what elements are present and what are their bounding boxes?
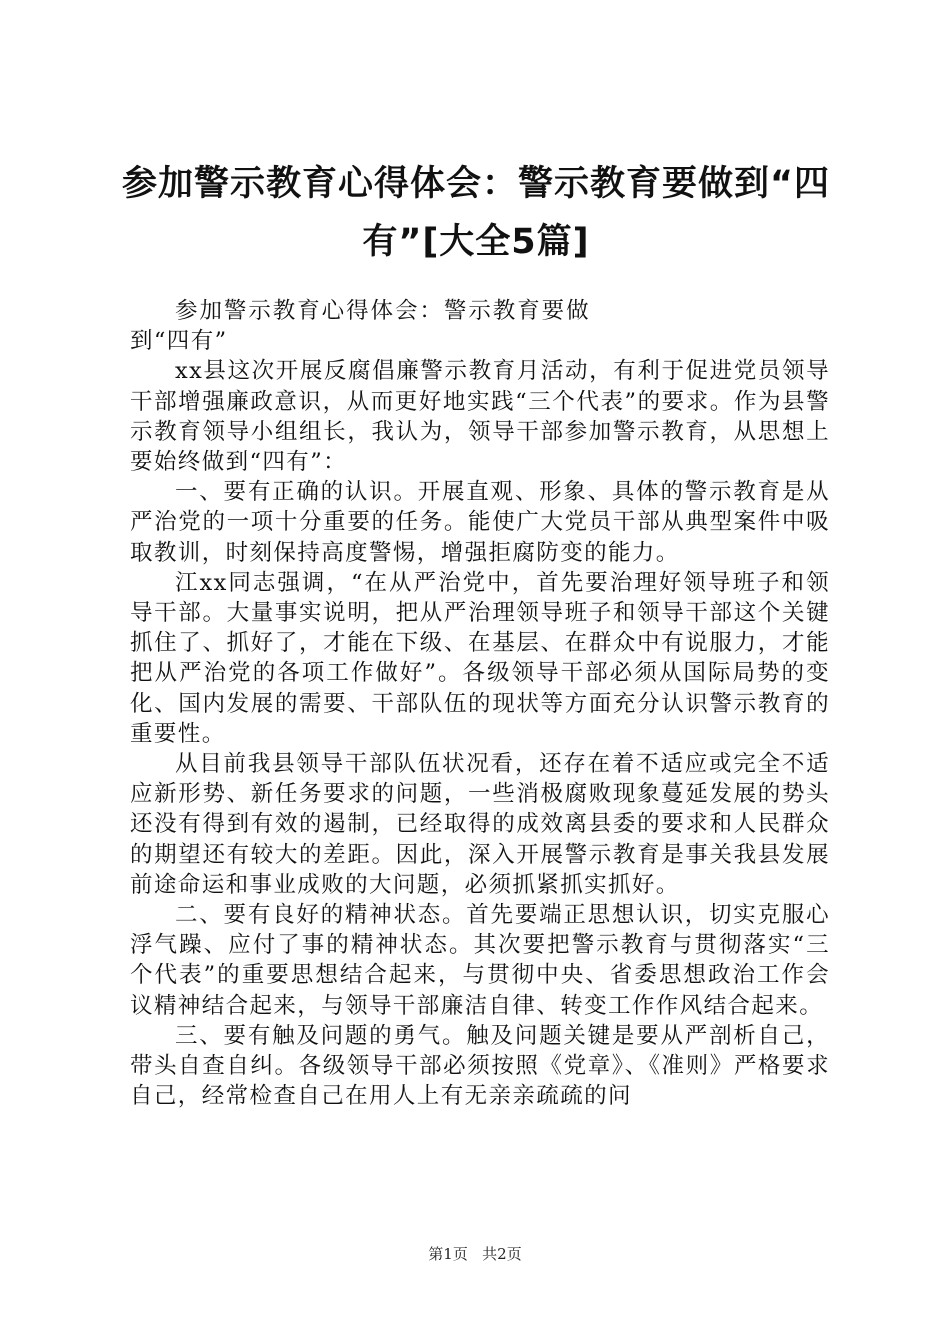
- paragraph: 二、要有良好的精神状态。首先要端正思想认识，切实克服心浮气躁、应付了事的精神状态。其次要把警示教育与贯彻落实“三个代表”的重要思想结合起来，与贯彻中央、省委思想政治工作会议精神结合起来，与领导干部廉洁自律、转变工作作风结合起来。: [130, 902, 830, 1019]
- paragraph: 参加警示教育心得体会：警示教育要做到“四有”: [130, 298, 590, 355]
- paragraph: 江xx同志强调，“在从严治党中，首先要治理好领导班子和领导干部。大量事实说明，把从严治理领导班子和领导干部这个关键抓住了、抓好了，才能在下级、在基层、在群众中有说服力，才能把从严治党的各项工作做好”。各级领导干部必须从国际局势的变化、国内发展的需要、干部队伍的现状等方面充分认识警示教育的重要性。: [130, 569, 830, 747]
- title-line-1: 参加警示教育心得体会：警示教育要做到“四: [121, 164, 830, 204]
- title-line-2: 有”[大全5篇]: [362, 222, 590, 262]
- total-pages: 共2页: [482, 1245, 522, 1263]
- document-title: [120, 155, 832, 271]
- paragraph: 从目前我县领导干部队伍状况看，还存在着不适应或完全不适应新形势、新任务要求的问题，一些消极腐败现象蔓延发展的势头还没有得到有效的遏制，已经取得的成效离县委的要求和人民群众的期望还有较大的差距。因此，深入开展警示教育是事关我县发展前途命运和事业成败的大问题，必须抓紧抓实抓好。: [130, 751, 830, 898]
- paragraph: 一、要有正确的认识。开展直观、形象、具体的警示教育是从严治党的一项十分重要的任务。能使广大党员干部从典型案件中吸取教训，时刻保持高度警惕，增强拒腐防变的能力。: [130, 479, 830, 566]
- paragraph: 三、要有触及问题的勇气。触及问题关键是要从严剖析自己，带头自查自纠。各级领导干部必须按照《党章》、《准则》严格要求自己，经常检查自己在用人上有无亲亲疏疏的问: [130, 1022, 830, 1110]
- paragraph: xx县这次开展反腐倡廉警示教育月活动，有利于促进党员领导干部增强廉政意识，从而更好地实践“三个代表”的要求。作为县警示教育领导小组组长，我认为，领导干部参加警示教育，从思想上要始终做到“四有”：: [130, 358, 830, 476]
- page-number: 第1页: [428, 1245, 468, 1263]
- page-footer: [0, 1244, 950, 1264]
- document-body: [130, 296, 830, 1111]
